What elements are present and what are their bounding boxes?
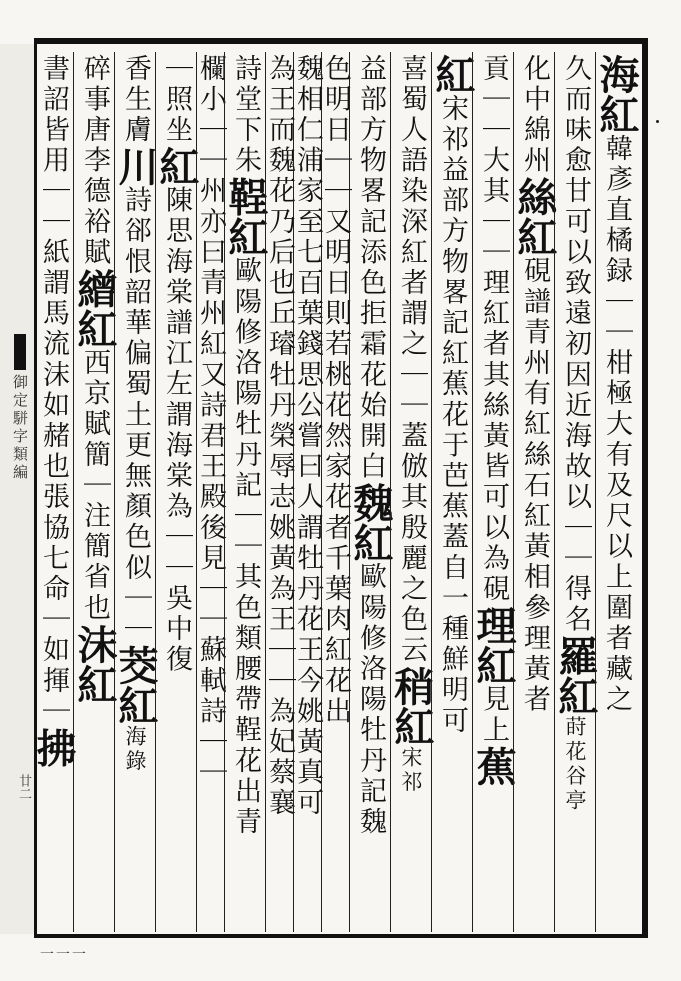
- body-text: 化中綿州: [519, 54, 550, 177]
- gutter-title: 御定駢字類編: [11, 374, 29, 482]
- page-number: 廿二: [16, 774, 31, 800]
- body-text: 張協七命｜如揮｜: [38, 482, 69, 728]
- frame-right-rule: [642, 38, 648, 938]
- body-text: 家花者千葉肉紅花出: [320, 451, 351, 728]
- headword: 鞓紅: [222, 176, 269, 257]
- headword: 川: [112, 145, 159, 186]
- frame-bottom-rule: [34, 934, 646, 938]
- headword: 蕉: [470, 746, 517, 787]
- headword: 理紅: [470, 604, 517, 685]
- text-column: [429, 52, 476, 932]
- gutter-margin: [0, 44, 34, 934]
- body-text: 見上: [478, 684, 509, 747]
- body-text: 西京賦簡｜注簡省也: [79, 348, 110, 624]
- body-text: 宋祁益部方物畧記紅蕉花于芭蕉蓋自一種鮮明可: [437, 94, 468, 737]
- body-text: 詩郤恨韶華偏蜀土更無顏色似｜｜: [120, 185, 151, 645]
- body-text: ｜｜柑極大有及尺以上圍者藏之: [601, 287, 632, 716]
- text-columns: [30, 52, 640, 928]
- body-text: 色明日｜｜又明日則若桃花然: [320, 54, 351, 452]
- body-text: 魏相仁浦家至七百葉錢思公嘗曰人謂牡丹花王今姚黃真可: [292, 54, 323, 819]
- body-text: ｜照坐: [161, 54, 192, 146]
- annotation: 海錄: [123, 724, 147, 775]
- text-column: [153, 52, 200, 932]
- text-column: [222, 52, 269, 932]
- headword: 拂: [30, 727, 77, 768]
- body-text: 硯譜青州有紅絲石紅黃相參理黃者: [519, 256, 550, 716]
- body-text: 詩堂下朱: [230, 54, 261, 177]
- text-column: [552, 52, 599, 932]
- body-text: 喜蜀人語染深紅者謂之｜｜蓋倣其殷麗之色云: [396, 54, 427, 666]
- body-text: 為王而魏花乃后也丘璿牡丹榮辱志姚黃為王｜｜為妃蔡襄: [264, 54, 295, 819]
- text-column: [470, 52, 517, 932]
- text-column: [347, 52, 394, 932]
- annotation: 宋祁: [399, 746, 423, 796]
- body-text: 其｜｜理紅者其絲黃皆可以為硯: [478, 176, 509, 605]
- frame-top-rule: [34, 38, 646, 44]
- body-text: 陳思海棠譜江左謂海棠為｜｜吳中復: [161, 185, 192, 676]
- body-text: 州亦曰青州紅又詩君王殿後見｜｜蘇軾詩｜｜: [195, 176, 226, 789]
- gutter-block-mark: [14, 334, 26, 370]
- bottom-mark: 一一一: [40, 947, 88, 963]
- headword: 羅紅: [552, 635, 599, 716]
- text-column: [112, 52, 159, 932]
- headword: 紅: [153, 145, 200, 186]
- body-text: 益部方物畧記添色拒霜花始開白: [355, 54, 386, 483]
- annotation: 莳花谷亭: [563, 715, 587, 814]
- text-column: [196, 52, 224, 932]
- body-text: 書詔皆用｜｜紙: [38, 54, 69, 269]
- body-text: 歐陽修洛陽牡丹記｜｜其色類腰帶鞓花出青: [230, 256, 261, 838]
- headword: 魏紅: [347, 482, 394, 563]
- body-text: 謂馬流沫如赭也: [38, 268, 69, 483]
- text-column: [265, 52, 293, 932]
- body-text: 香生膚: [120, 54, 151, 146]
- text-column: [511, 52, 558, 932]
- body-text: 碎事唐李德裕賦: [79, 54, 110, 269]
- headword: 海紅: [593, 54, 640, 134]
- margin-dot: [656, 120, 659, 123]
- headword: 絲紅: [511, 176, 558, 257]
- body-text: 欄小｜｜: [195, 54, 226, 177]
- headword: 繒紅: [71, 268, 118, 349]
- text-column: [388, 52, 435, 932]
- body-text: 貢｜｜大: [478, 54, 509, 177]
- body-text: 久而味愈甘可以致遠初因近海故以｜｜得名: [560, 54, 591, 636]
- body-text: 歐陽修洛陽牡丹記魏: [355, 562, 386, 838]
- text-column: [71, 52, 118, 932]
- headword: 紅: [429, 54, 476, 94]
- text-column: [593, 52, 640, 932]
- headword: 稍紅: [388, 666, 435, 746]
- text-column: [30, 52, 77, 932]
- body-text: 韓彥直橘録: [601, 134, 632, 287]
- text-column: [321, 52, 349, 932]
- headword: 茭紅: [112, 644, 159, 725]
- headword: 沫紅: [71, 623, 118, 704]
- text-column: [293, 52, 321, 932]
